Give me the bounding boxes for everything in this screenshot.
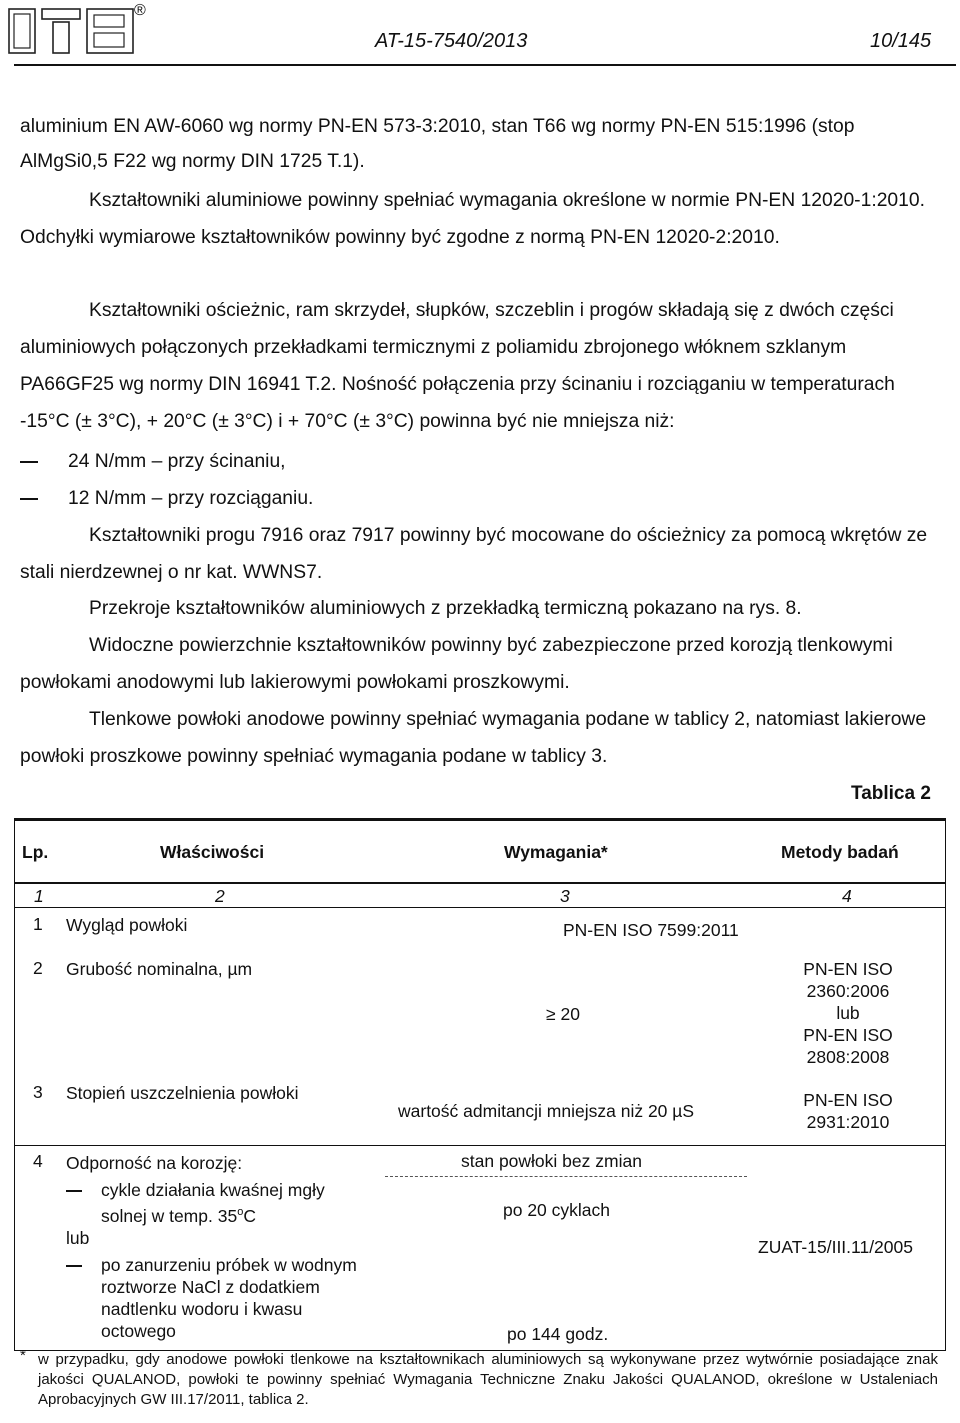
- row4-lp: 4: [33, 1151, 43, 1171]
- row4-method: ZUAT-15/III.11/2005: [758, 1237, 913, 1257]
- bullet-shear: 24 N/mm – przy ścinaniu,: [20, 447, 286, 477]
- col-number-2: 2: [215, 886, 225, 906]
- row4-requirement-main: stan powłoki bez zmian: [461, 1151, 642, 1171]
- row2-method: PN-EN ISO 2360:2006 lub PN-EN ISO 2808:2008: [803, 959, 893, 1067]
- document-id: AT-15-7540/2013: [375, 30, 528, 52]
- table-border-top: [14, 818, 946, 821]
- row2-lp: 2: [33, 958, 43, 978]
- paragraph-protection: Widoczne powierzchnie kształtowników powinny być zabezpieczone przed korozją tlenkowymi powłokami anodowymi lub lakierowymi powłokami proszkowymi.: [20, 635, 893, 693]
- header-rule: [14, 64, 956, 66]
- table-header-rule: [14, 882, 946, 884]
- row3-lp: 3: [33, 1082, 43, 1102]
- header-methods: Metody badań: [781, 842, 899, 862]
- footnote-mark: *: [20, 1347, 26, 1364]
- row3-method: PN-EN ISO 2931:2010: [803, 1090, 893, 1132]
- row1-property: Wygląd powłoki: [66, 915, 188, 935]
- bullet-tension: 12 N/mm – przy rozciąganiu.: [20, 484, 313, 514]
- row4-requirement-a: po 20 cyklach: [503, 1200, 611, 1220]
- table-border-left: [14, 818, 15, 1350]
- row2-property: Grubość nominalna, µm: [66, 959, 253, 979]
- row3-requirement: wartość admitancji mniejsza niż 20 µS: [398, 1101, 695, 1121]
- dash-icon: [20, 461, 38, 463]
- table-number-rule: [14, 907, 946, 908]
- row2-requirement: ≥ 20: [546, 1004, 580, 1024]
- registered-mark: ®: [134, 2, 146, 19]
- dash-icon: [66, 1265, 82, 1267]
- table-border-right: [945, 818, 946, 1350]
- row1-requirement: PN-EN ISO 7599:2011: [563, 920, 739, 940]
- page-number: 10/145: [870, 30, 932, 52]
- header-properties: Właściwości: [160, 842, 265, 862]
- paragraph-mounting: Kształtowniki progu 7916 oraz 7917 powinny być mocowane do ościeżnicy za pomocą wkrętów ze stali nierdzewnej o nr kat. WWNS7.: [20, 525, 928, 583]
- dash-icon: [20, 498, 38, 500]
- row3-property: Stopień uszczelnienia powłoki: [66, 1083, 299, 1103]
- table-caption: Tablica 2: [851, 783, 931, 804]
- paragraph-standards: Kształtowniki aluminiowe powinny spełniać wymagania określone w normie PN-EN 12020-1:2010. Odchyłki wymiarowe kształtowników powinny być zgodne z normą PN-EN 12020-2:2010.: [20, 190, 925, 248]
- row4-sub-acid-fog: cykle działania kwaśnej mgły solnej w temp. 35$^o$C: [66, 1179, 366, 1227]
- paragraph-coatings: Tlenkowe powłoki anodowe powinny spełniać wymagania podane w tablicy 2, natomiast lakierowe powłoki proszkowe powinny spełniać wymagania podane w tablicy 3.: [20, 709, 927, 767]
- row4-or: lub: [66, 1228, 90, 1248]
- table-row4-rule: [14, 1145, 946, 1146]
- paragraph-material: aluminium EN AW-6060 wg normy PN-EN 573-3:2010, stan T66 wg normy PN-EN 515:1996 (stop AlMgSi0,5 F22 wg normy DIN 1725 T.1).: [20, 116, 855, 172]
- itb-logo: [8, 8, 136, 54]
- header-lp: Lp.: [22, 842, 49, 862]
- paragraph-sections: Przekroje kształtowników aluminiowych z przekładką termiczną pokazano na rys. 8.: [89, 598, 802, 619]
- dash-icon: [66, 1190, 82, 1192]
- table-inner-dashed-rule: [385, 1176, 747, 1177]
- row4-requirement-b: po 144 godz.: [507, 1324, 609, 1344]
- paragraph-composition: Kształtowniki ościeżnic, ram skrzydeł, słupków, szczeblin i progów składają się z dwóch części aluminiowych połączonych przekładkami termicznymi z poliamidu zbrojonego włóknem szklanym PA66GF25 wg normy DIN 16941 T.2. Nośność połączenia przy ścinaniu i rozciąganiu w temperaturach -15°C (± 3°C), + 20°C (± 3°C) i + 70°C (± 3°C) powinna być nie mniejsza niż:: [20, 300, 895, 432]
- header-requirements: Wymagania*: [504, 842, 608, 862]
- row4-sub-immersion: po zanurzeniu próbek w wodnym roztworze NaCl z dodatkiem nadtlenku wodoru i kwasu octowego: [66, 1254, 366, 1342]
- row4-property: Odporność na korozję:: [66, 1153, 243, 1173]
- row1-lp: 1: [33, 914, 43, 934]
- col-number-4: 4: [842, 886, 852, 906]
- col-number-1: 1: [34, 886, 44, 906]
- col-number-3: 3: [560, 886, 570, 906]
- footnote: w przypadku, gdy anodowe powłoki tlenkowe na kształtownikach aluminiowych są wykonywane przez wytwórnie posiadające znak jakości QUALANOD, powłoki te powinny spełniać Wymagania Techniczne Znaku Jakości QUALANOD, określone w Ustaleniach Aprobacyjnych GW III.17/2011, tablica 2.: [38, 1351, 938, 1408]
